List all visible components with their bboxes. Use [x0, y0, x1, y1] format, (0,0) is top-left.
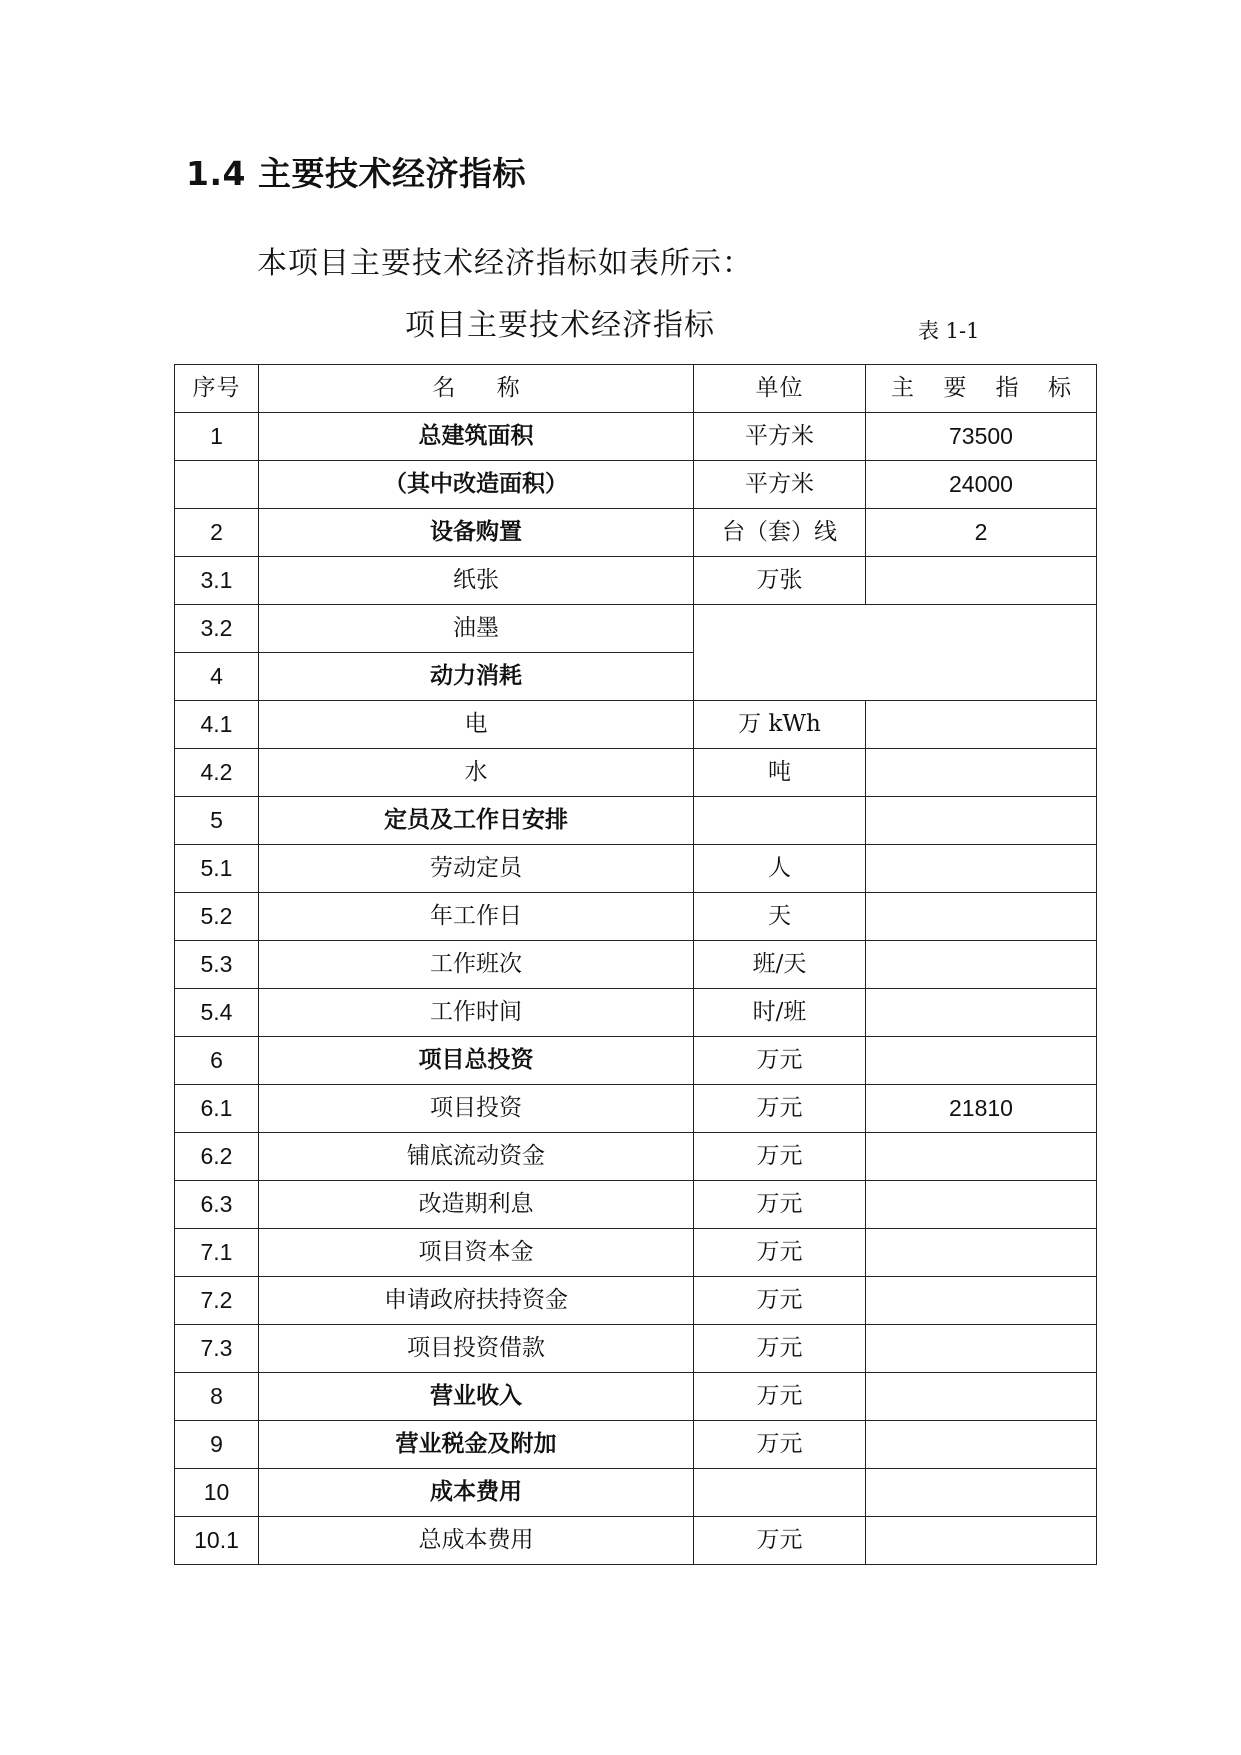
table-row	[175, 509, 1097, 557]
table-row	[175, 893, 1097, 941]
table-caption: 项目主要技术经济指标	[405, 308, 715, 343]
row-name: 纸张	[259, 557, 694, 605]
table-row	[175, 1229, 1097, 1277]
row-name: 动力消耗	[259, 653, 694, 701]
row-index: 6.3	[175, 1181, 259, 1229]
header-unit: 单位	[694, 365, 866, 413]
row-name: 电	[259, 701, 694, 749]
row-name: 设备购置	[259, 509, 694, 557]
row-index: 6.2	[175, 1133, 259, 1181]
row-value	[866, 1229, 1097, 1277]
table-row	[175, 557, 1097, 605]
row-name: 定员及工作日安排	[259, 797, 694, 845]
row-unit: 万 kWh	[694, 701, 866, 749]
row-name: 工作时间	[259, 989, 694, 1037]
row-unit: 天	[694, 893, 866, 941]
row-index: 7.2	[175, 1277, 259, 1325]
row-name: 项目总投资	[259, 1037, 694, 1085]
row-unit: 万元	[694, 1181, 866, 1229]
row-index: 5	[175, 797, 259, 845]
merged-empty-cell	[694, 605, 1097, 701]
table-row	[175, 989, 1097, 1037]
table-number: 表 1-1	[918, 319, 980, 343]
row-unit: 台（套）线	[694, 509, 866, 557]
row-unit: 万元	[694, 1325, 866, 1373]
row-unit	[694, 797, 866, 845]
table-row	[175, 1277, 1097, 1325]
row-value	[866, 1037, 1097, 1085]
row-value	[866, 1373, 1097, 1421]
table-row	[175, 1037, 1097, 1085]
row-index: 7.3	[175, 1325, 259, 1373]
intro-paragraph: 本项目主要技术经济指标如表所示：	[257, 246, 753, 281]
row-name: 项目投资借款	[259, 1325, 694, 1373]
row-unit: 平方米	[694, 413, 866, 461]
row-unit: 万元	[694, 1277, 866, 1325]
row-value	[866, 1325, 1097, 1373]
row-name: 铺底流动资金	[259, 1133, 694, 1181]
row-index: 4	[175, 653, 259, 701]
row-index: 6	[175, 1037, 259, 1085]
indicator-table-body	[175, 365, 1097, 1565]
row-name: 油墨	[259, 605, 694, 653]
table-row	[175, 413, 1097, 461]
row-name: 劳动定员	[259, 845, 694, 893]
table-row	[175, 461, 1097, 509]
table-row	[175, 1421, 1097, 1469]
row-value: 21810	[866, 1085, 1097, 1133]
row-name: 总成本费用	[259, 1517, 694, 1565]
row-name: 营业收入	[259, 1373, 694, 1421]
row-value: 2	[866, 509, 1097, 557]
row-name: 项目投资	[259, 1085, 694, 1133]
row-value	[866, 701, 1097, 749]
row-value	[866, 893, 1097, 941]
row-unit: 万元	[694, 1133, 866, 1181]
row-value	[866, 1181, 1097, 1229]
row-unit: 班/天	[694, 941, 866, 989]
row-value	[866, 797, 1097, 845]
row-name: 申请政府扶持资金	[259, 1277, 694, 1325]
header-name	[259, 365, 694, 413]
table-row	[175, 749, 1097, 797]
row-index	[175, 461, 259, 509]
table-row	[175, 797, 1097, 845]
row-index: 3.2	[175, 605, 259, 653]
table-row	[175, 1181, 1097, 1229]
row-value	[866, 1517, 1097, 1565]
row-unit: 万元	[694, 1517, 866, 1565]
table-row	[175, 701, 1097, 749]
table-row	[175, 1469, 1097, 1517]
row-index: 4.1	[175, 701, 259, 749]
row-name: 总建筑面积	[259, 413, 694, 461]
row-index: 5.1	[175, 845, 259, 893]
header-name-text: 名 称	[432, 374, 520, 401]
section-heading: 1.4 主要技术经济指标	[186, 154, 526, 193]
row-value	[866, 1277, 1097, 1325]
row-unit: 万元	[694, 1373, 866, 1421]
row-value	[866, 941, 1097, 989]
row-unit: 万元	[694, 1037, 866, 1085]
row-value: 73500	[866, 413, 1097, 461]
table-row	[175, 1085, 1097, 1133]
row-unit: 万张	[694, 557, 866, 605]
row-name: （其中改造面积）	[259, 461, 694, 509]
row-index: 5.4	[175, 989, 259, 1037]
row-index: 5.2	[175, 893, 259, 941]
row-index: 3.1	[175, 557, 259, 605]
row-unit: 人	[694, 845, 866, 893]
header-value-text: 主 要 指 标	[891, 374, 1071, 401]
table-row	[175, 941, 1097, 989]
row-name: 成本费用	[259, 1469, 694, 1517]
row-name: 工作班次	[259, 941, 694, 989]
row-value	[866, 1421, 1097, 1469]
row-value	[866, 989, 1097, 1037]
row-value: 24000	[866, 461, 1097, 509]
row-value	[866, 1469, 1097, 1517]
table-row	[175, 1517, 1097, 1565]
row-unit	[694, 1469, 866, 1517]
header-index: 序号	[175, 365, 259, 413]
row-index: 6.1	[175, 1085, 259, 1133]
row-value	[866, 557, 1097, 605]
header-value	[866, 365, 1097, 413]
table-row	[175, 1133, 1097, 1181]
row-index: 9	[175, 1421, 259, 1469]
table-row	[175, 605, 1097, 653]
row-name: 改造期利息	[259, 1181, 694, 1229]
row-index: 2	[175, 509, 259, 557]
row-unit: 平方米	[694, 461, 866, 509]
table-row	[175, 1325, 1097, 1373]
row-unit: 万元	[694, 1229, 866, 1277]
table-row	[175, 1373, 1097, 1421]
row-index: 1	[175, 413, 259, 461]
row-name: 项目资本金	[259, 1229, 694, 1277]
row-index: 8	[175, 1373, 259, 1421]
table-header-row	[175, 365, 1097, 413]
row-unit: 万元	[694, 1421, 866, 1469]
row-value	[866, 845, 1097, 893]
row-value	[866, 749, 1097, 797]
indicator-table	[174, 364, 1097, 1565]
row-index: 5.3	[175, 941, 259, 989]
row-unit: 万元	[694, 1085, 866, 1133]
table-row	[175, 845, 1097, 893]
row-index: 7.1	[175, 1229, 259, 1277]
row-name: 营业税金及附加	[259, 1421, 694, 1469]
row-value	[866, 1133, 1097, 1181]
row-name: 水	[259, 749, 694, 797]
row-unit: 吨	[694, 749, 866, 797]
row-unit: 时/班	[694, 989, 866, 1037]
row-index: 10.1	[175, 1517, 259, 1565]
row-name: 年工作日	[259, 893, 694, 941]
row-index: 10	[175, 1469, 259, 1517]
row-index: 4.2	[175, 749, 259, 797]
